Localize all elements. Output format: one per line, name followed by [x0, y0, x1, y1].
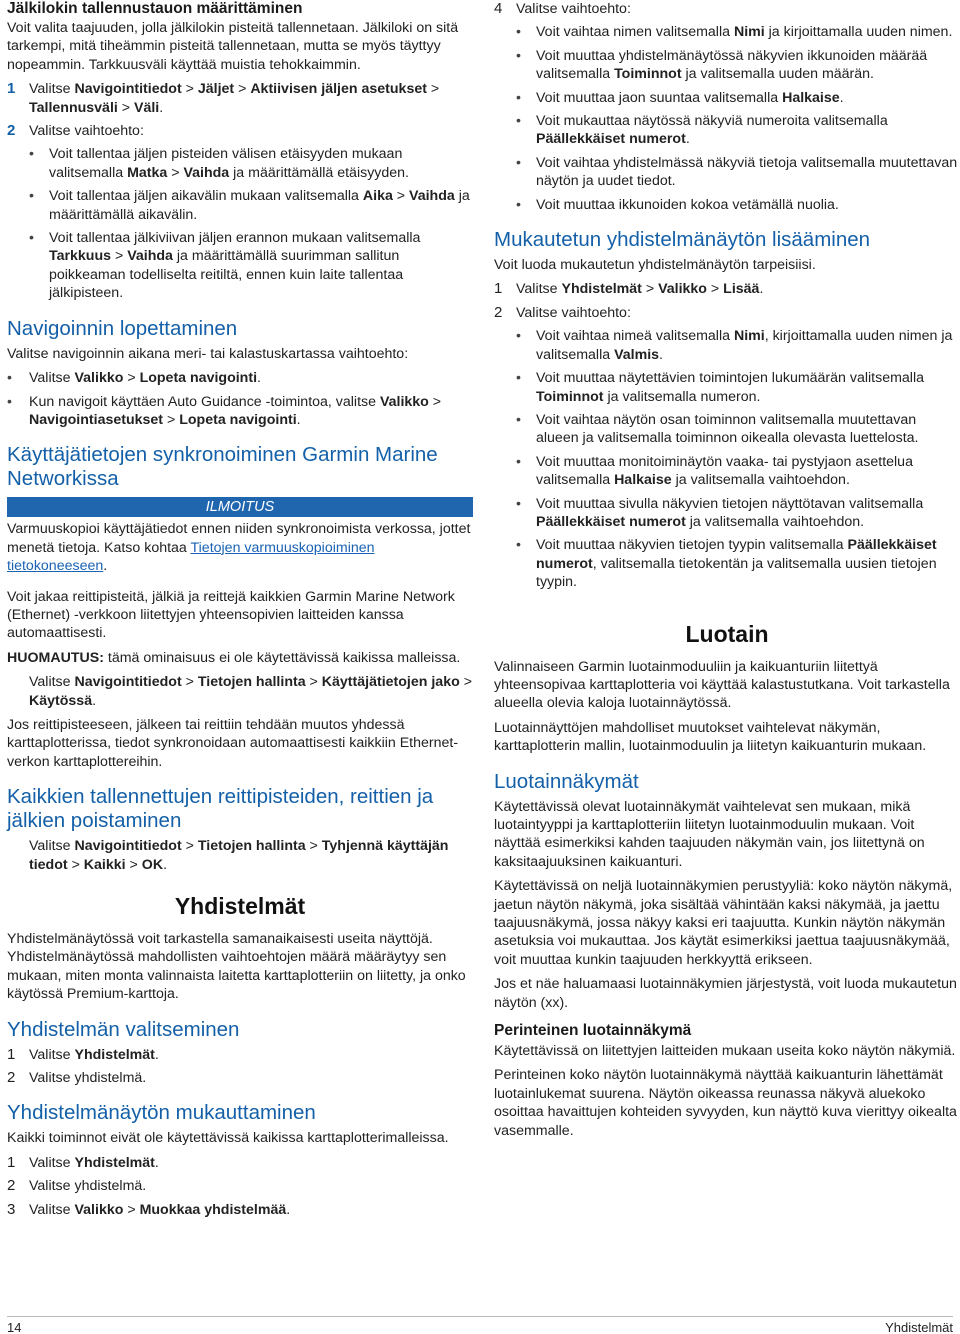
list-item: • Voit muuttaa näkyvien tietojen tyypin valitsemalla Päällekkäiset numerot, valitsemalla tietokentän ja valitsemalla uusien tietojen tyypin. [494, 536, 960, 591]
backup-link[interactable]: Tietojen varmuuskopioiminen tietokoneeseen [7, 539, 375, 575]
option-list [494, 23, 960, 214]
list-item: • Voit muuttaa jaon suuntaa valitsemalla Halkaise. [494, 89, 960, 107]
list-item: • Voit vaihtaa yhdistelmässä näkyviä tietoja valitsemalla muutettavan näytön ja uudet tiedot. [494, 154, 960, 191]
menu-path-item: Jäljet [197, 81, 235, 98]
menu-path-item: Navigointitiedot [74, 81, 182, 98]
paragraph: Käytettävissä on liitettyjen laitteiden mukaan useita koko näytön näkymiä. [494, 1043, 956, 1060]
step-text: Valitse Navigointitiedot > Jäljet > Aktiivisen jäljen asetukset > Tallennusväli > Väli. [29, 81, 440, 116]
list-item: • Voit muuttaa monitoiminäytön vaaka- tai pystyjaon asettelua valitsemalla Halkaise ja valitsemalla vaihtoehdon. [494, 453, 960, 490]
paragraph: Voit luoda mukautetun yhdistelmänäytön tarpeisiisi. [494, 257, 816, 274]
paragraph: Voit valita taajuuden, jolla jälkilokin pisteitä tallennetaan. Jälkiloki on sitä tarkempi, mitä tiheämmin pisteitä tallennetaan, mutta se myös täyttyy nopeammin. Tarkkuusväli käyttää muistia tehokkaimmin. [7, 20, 459, 73]
section-track-interval [7, 0, 473, 303]
list-item: • Voit muuttaa näytettävien toimintojen lukumäärän valitsemalla Toiminnot ja valitsemalla numeron. [494, 369, 960, 406]
menu-path: Valitse Navigointitiedot > Tietojen hallinta > Käyttäjätietojen jako > Käytössä. [29, 674, 472, 709]
step-text: Valitse vaihtoehto: [29, 123, 144, 140]
list-item: • Valitse Valikko > Lopeta navigointi. [7, 369, 473, 387]
section-heading: Yhdistelmänäytön mukauttaminen [7, 1101, 316, 1125]
option-list [494, 327, 960, 591]
notice-banner: ILMOITUS [7, 497, 473, 517]
step-1 [7, 1046, 473, 1064]
step-text: Valitse Yhdistelmät > Valikko > Lisää. [516, 281, 764, 298]
section-select-combination [7, 1018, 473, 1088]
paragraph: Yhdistelmänäytössä voit tarkastella samanaikaisesti useita näyttöjä. Yhdistelmänäytössä mahdollisten vaihtoehtojen määrä määräytyy sen mukaan, miten monta valinnaista laitetta karttaplotteriin on liitetty, ja onko käytössä Premium-karttoja. [7, 931, 466, 1003]
step-number: 2 [7, 1177, 16, 1195]
paragraph: Perinteinen koko näytön luotainnäkymä näyttää kaikuanturin lähettämät luotainlukemat suurena. Näytön oikeassa reunassa näkyvä aluekoko osoittaa havaittujen kohteiden syvyyden, kun näyttö kuva vierittyy oikealta vasemmalle. [494, 1067, 957, 1139]
step-number: 1 [7, 80, 16, 98]
step-1 [7, 80, 473, 117]
step-number: 2 [7, 122, 16, 140]
page-footer [7, 1316, 953, 1334]
step-number: 1 [7, 1045, 16, 1063]
section-customize-options [494, 0, 960, 214]
menu-path-item: Väli [134, 99, 160, 116]
section-stop-navigation [7, 317, 473, 430]
section-heading: Jälkilokin tallennustauon määrittäminen [7, 0, 303, 17]
section-sync-user-data [7, 443, 473, 771]
step-number: 3 [7, 1200, 16, 1218]
section-heading: Kaikkien tallennettujen reittipisteiden, reittien ja jälkien poistaminen [7, 785, 434, 833]
step-number: 2 [494, 303, 503, 321]
step-number: 1 [494, 280, 503, 298]
step-4 [494, 0, 960, 18]
list-item: • Voit mukauttaa näytössä näkyviä numeroita valitsemalla Päällekkäiset numerot. [494, 112, 960, 149]
list-item: • Voit muuttaa yhdistelmänäytössä näkyvien ikkunoiden määrää valitsemalla Toiminnot ja valitsemalla uuden määrän. [494, 47, 960, 84]
footer-section-title: Yhdistelmät [885, 1320, 953, 1334]
menu-path-item: Aktiivisen jäljen asetukset [250, 81, 427, 98]
section-delete-all [7, 785, 473, 874]
paragraph: Valinnaiseen Garmin luotainmoduuliin ja kaikuanturiin liitettyä yhteensopivaa karttaplotteria voi käyttää kalastustutkana. Voit tarkastella alueella olevia kaloja luotainnäytössä. [494, 658, 950, 712]
note-label: HUOMAUTUS: [7, 649, 104, 666]
step-text: Valitse yhdistelmä. [29, 1070, 147, 1087]
step-text: Valitse Yhdistelmät. [29, 1046, 159, 1063]
menu-path: Valitse Navigointitiedot > Tietojen hallinta > Tyhjennä käyttäjän tiedot > Kaikki > OK. [29, 838, 449, 873]
list-item: • Voit tallentaa jäljen aikavälin mukaan valitsemalla Aika > Vaihda ja määrittämällä aikavälin. [7, 187, 473, 224]
step-1 [7, 1154, 473, 1172]
paragraph: Voit jakaa reittipisteitä, jälkiä ja reittejä kaikkien Garmin Marine Network (Ethernet) -verkkoon liitettyjen yhteensopivien laitteiden kanssa automaattisesti. [7, 588, 455, 642]
option-list [7, 145, 473, 302]
step-text: Valitse yhdistelmä. [29, 1178, 147, 1195]
list-item: • Voit muuttaa ikkunoiden kokoa vetämällä nuolia. [494, 196, 960, 214]
list-item: • Voit tallentaa jälkiviivan jäljen erannon mukaan valitsemalla Tarkkuus > Vaihda ja määrittämällä suurimman sallitun poikkeaman todelliselta reitiltä, ennen kuin laite tallentaa jälkipisteen. [7, 229, 473, 303]
list-item: • Kun navigoit käyttäen Auto Guidance -toimintoa, valitse Valikko > Navigointiasetukset > Lopeta navigointi. [7, 393, 473, 430]
section-customize-combination [7, 1101, 473, 1219]
paragraph: Jos et näe haluamaasi luotainnäkymien järjestystä, voit luoda mukautetun näytön (xx). [494, 976, 957, 1011]
paragraph: Luotainnäyttöjen mahdolliset muutokset vaihtelevat näkymän, karttaplotterin mallin, luotainmoduulin ja liitetyn kaikuanturin mukaan. [494, 719, 927, 755]
list-item: • Voit vaihtaa nimen valitsemalla Nimi ja kirjoittamalla uuden nimen. [494, 23, 960, 41]
step-text: Valitse vaihtoehto: [516, 304, 631, 321]
section-heading: Luotainnäkymät [494, 769, 639, 793]
chapter-heading: Luotain [685, 620, 769, 647]
page-number: 14 [7, 1320, 22, 1334]
step-text: Valitse Valikko > Muokkaa yhdistelmää. [29, 1201, 291, 1218]
subsection-heading: Perinteinen luotainnäkymä [494, 1022, 692, 1040]
section-traditional-view [494, 1022, 960, 1140]
step-number: 4 [494, 0, 503, 17]
section-heading: Navigoinnin lopettaminen [7, 316, 238, 340]
step-3 [7, 1201, 473, 1219]
section-heading: Käyttäjätietojen synkronoiminen Garmin Marine Networkissa [7, 443, 438, 491]
step-1 [494, 280, 960, 298]
paragraph: Valitse navigoinnin aikana meri- tai kalastuskartassa vaihtoehto: [7, 345, 409, 362]
list-item: • Voit vaihtaa näytön osan toiminnon valitsemalla muutettavan alueen ja valitsemalla toiminnon oikealla olevasta luettelosta. [494, 411, 960, 448]
step-2 [7, 1069, 473, 1087]
paragraph: Kaikki toiminnot eivät ole käytettävissä kaikissa karttaplotterimalleissa. [7, 1130, 449, 1147]
step-2 [7, 122, 473, 140]
note-paragraph: HUOMAUTUS: tämä ominaisuus ei ole käytettävissä kaikissa malleissa. [7, 649, 461, 666]
section-heading: Mukautetun yhdistelmänäytön lisääminen [494, 228, 871, 252]
section-heading: Yhdistelmän valitseminen [7, 1017, 240, 1041]
section-combinations [7, 892, 473, 1004]
right-column [494, 0, 960, 1146]
list-item: • Voit vaihtaa nimeä valitsemalla Nimi, kirjoittamalla uuden nimen ja valitsemalla Valmis. [494, 327, 960, 364]
step-2 [494, 304, 960, 322]
step-2 [7, 1177, 473, 1195]
list-item: • Voit tallentaa jäljen pisteiden välisen etäisyyden mukaan valitsemalla Matka > Vaihda ja määrittämällä etäisyyden. [7, 145, 473, 182]
section-sonar-views [494, 770, 960, 1012]
section-add-custom-combination [494, 228, 960, 592]
paragraph: Käytettävissä on neljä luotainnäkymien perustyyliä: koko näytön näkymä, jaetun näytön näkymä, joka sisältää vähintään kaksi näkymää, ja jaettu taajuusnäkymä, jossa näkyy kaksi eri taajuutta. Kunkin näytön näkymän asetuksia voi mukauttaa. Jos käytät esimerkiksi jaettua taajuusnäkymää, voit muuttaa kunkin taajuuden herkkyyttä erikseen. [494, 878, 953, 968]
list-item: • Voit muuttaa sivulla näkyvien tietojen näyttötavan valitsemalla Päällekkäiset numerot ja valitsemalla vaihtoehdon. [494, 495, 960, 532]
step-number: 1 [7, 1153, 16, 1171]
left-column [7, 0, 473, 1224]
step-number: 2 [7, 1069, 16, 1087]
step-text: Valitse Yhdistelmät. [29, 1154, 159, 1171]
chapter-heading: Yhdistelmät [174, 893, 306, 919]
menu-path-item: Tallennusväli [29, 99, 118, 116]
option-list [7, 369, 473, 429]
section-sonar [494, 620, 960, 756]
notice-text: Varmuuskopioi käyttäjätiedot ennen niiden synkronoimista verkossa, jottet menetä tietoja. Katso kohtaa Tietojen varmuuskopioiminen tietokoneeseen. [7, 521, 471, 575]
paragraph: Käytettävissä olevat luotainnäkymät vaihtelevat sen mukaan, mikä luotaintyyppi ja karttaplotteriin liitetyn luotainmoduulin mukaan. Voit näyttää esimerkiksi kahden taajuuden näkymän vain, jos liitettynä on kaksitaajuuksinen kaikuanturi. [494, 798, 925, 870]
paragraph: Jos reittipisteeseen, jälkeen tai reittiin tehdään muutos yhdessä karttaplotterissa, tiedot synkronoidaan automaattisesti kaikkiin Ethernet-verkon karttaplottereihin. [7, 716, 459, 770]
step-text: Valitse vaihtoehto: [516, 1, 631, 17]
